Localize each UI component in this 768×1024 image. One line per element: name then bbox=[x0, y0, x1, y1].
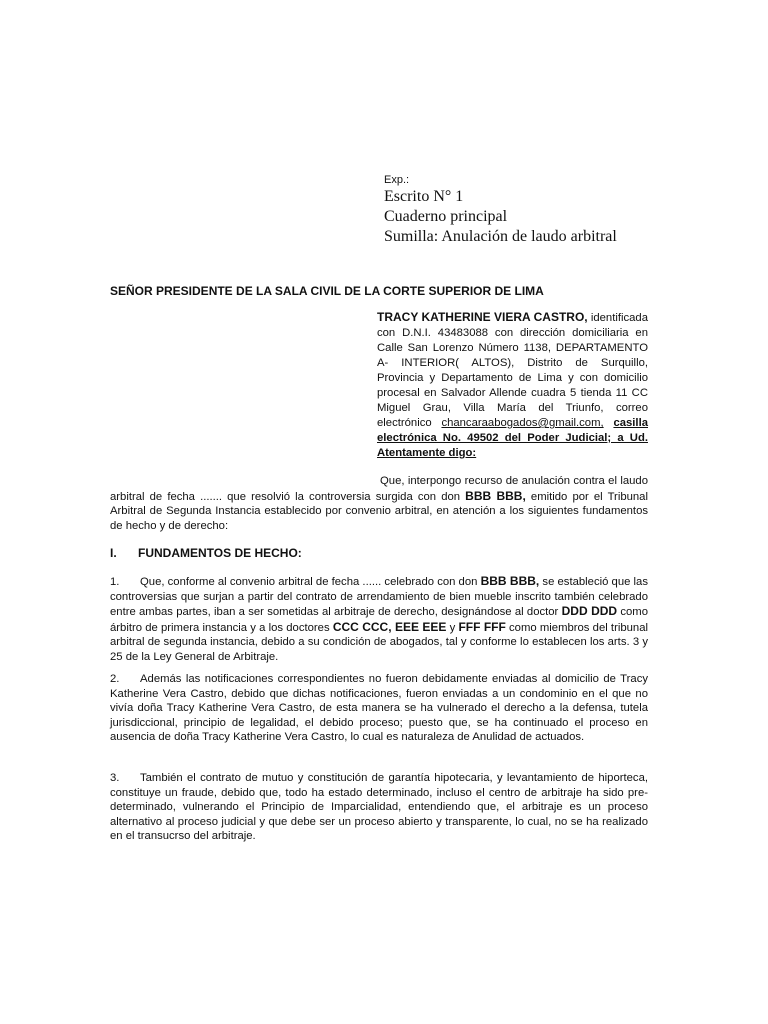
addressee: SEÑOR PRESIDENTE DE LA SALA CIVIL DE LA CORTE SUPERIOR DE LIMA bbox=[110, 284, 544, 298]
intro-text-1: Que, interpongo recurso de anulación contra el laudo arbitral de fecha ....... que resolvió la controversia surgida con don bbox=[110, 475, 648, 503]
intro-paragraph bbox=[110, 474, 648, 533]
paragraph-3-number: 3. bbox=[110, 772, 120, 784]
petitioner-casilla: casilla electrónica No. 49502 del Poder Judicial; a Ud. Atentamente digo: bbox=[377, 417, 648, 459]
paragraph-3 bbox=[110, 771, 648, 844]
paragraph-2 bbox=[110, 672, 648, 745]
intro-text-2: emitido por el Tribunal Arbitral de Segunda Instancia establecido por convenio arbitral, en atención a los siguientes fundamentos de hecho y de derecho: bbox=[110, 490, 648, 532]
petitioner-name: TRACY KATHERINE VIERA CASTRO, bbox=[377, 310, 588, 324]
cuaderno-label: Cuaderno principal bbox=[384, 208, 508, 225]
petitioner-block bbox=[377, 310, 648, 461]
section-number: I. bbox=[110, 546, 117, 560]
p3-text: También el contrato de mutuo y constitución de garantía hipotecaria, y levantamiento de hiporteca, constituye un fraude, debido que, todo ha estado determinado, incluso el centro de arbitraje ha sido pre- determinado, vulnerando el Principio de Imparcialidad, entendiendo que, el arbitraje es un proceso alternativo al proceso judicial y que debe ser un proceso abierto y transparente, lo cual, no se ha realizado en el transucrso del arbitraje. bbox=[110, 772, 648, 843]
sumilla-label: Sumilla: Anulación de laudo arbitral bbox=[384, 228, 617, 245]
p1-bold-1: BBB BBB, bbox=[480, 574, 540, 588]
p1-bold-4: FFF FFF bbox=[458, 619, 506, 634]
paragraph-1 bbox=[110, 574, 648, 665]
intro-bold-1: BBB BBB, bbox=[465, 488, 526, 503]
escrito-number: Escrito N° 1 bbox=[384, 188, 464, 205]
expediente-label: Exp.: bbox=[384, 174, 410, 186]
p1-text-4: y bbox=[446, 621, 459, 634]
section-heading: FUNDAMENTOS DE HECHO: bbox=[138, 546, 302, 560]
p1-bold-3: CCC CCC, EEE EEE bbox=[332, 619, 447, 634]
p1-bold-2: DDD DDD bbox=[561, 604, 618, 619]
p1-text-1: Que, conforme al convenio arbitral de fecha ...... celebrado con don bbox=[140, 576, 481, 588]
p1-text-5: como miembros del tribunal arbitral de segunda instancia, debido a su condición de abogados, tal y conforme lo establecen los arts. 3 y 25 de la Ley General de Arbitraje. bbox=[110, 621, 648, 663]
p1-text-3: como árbitro de primera instancia y a los doctores bbox=[110, 606, 648, 634]
petitioner-email: chancaraabogados@gmail.com, bbox=[441, 417, 604, 429]
case-header bbox=[384, 173, 704, 247]
p1-text-2: se estableció que las controversias que surjan a partir del contrato de arrendamiento de bien mueble inscrito también celebrado entre ambas partes, iban a ser sometidas al arbitraje de derecho, designándose al doctor bbox=[110, 576, 648, 619]
paragraph-2-number: 2. bbox=[110, 673, 120, 685]
paragraph-1-number: 1. bbox=[110, 576, 120, 588]
petitioner-details: identificada con D.N.I. 43483088 con dirección domiciliaria en Calle San Lorenzo Número 1138, DEPARTAMENTO A- INTERIOR( ALTOS), Distrito de Surquillo, Provincia y Departamento de Lima y con domicilio procesal en Salvador Allende cuadra 5 tienda 11 CC Miguel Grau, Villa María del Triunfo, correo electrónico bbox=[377, 312, 648, 429]
section-title bbox=[110, 546, 648, 561]
p2-text: Además las notificaciones correspondientes no fueron debidamente enviadas al domicilio de Tracy Katherine Vera Castro, debido que dichas notificaciones, fueron enviadas a un condominio en el que no vivía doña Tracy Katherine Vera Castro, de esta manera se ha vulnerado el derecho a la defensa, tutela jurisdiccional, principio de legalidad, el debido proceso; puesto que, se ha continuado el proceso en ausencia de doña Tracy Katherine Vera Castro, lo cual es naturaleza de Anulidad de actuados. bbox=[110, 673, 648, 744]
